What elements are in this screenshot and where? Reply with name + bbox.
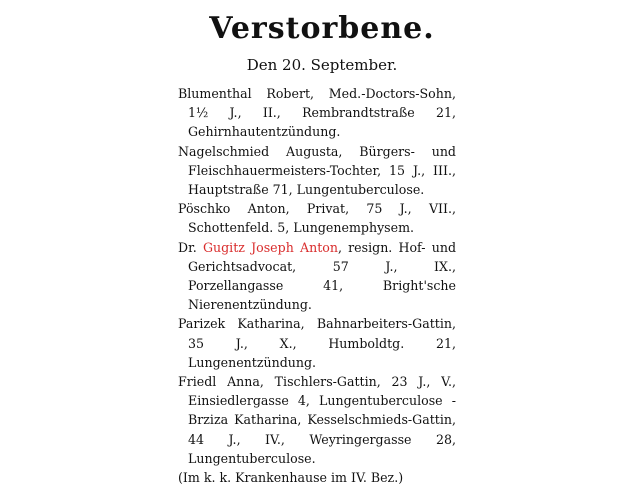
obituary-entry: (Im k. k. Krankenhause im IV. Bez.) — [178, 470, 404, 486]
date-line: Den 20. September. — [246, 56, 398, 74]
page-title: Verstorbene. — [209, 11, 435, 46]
obituary-entry: Parizek Katharina, Bahnarbeiters-Gattin, 35 J., X., Humboldtg. 21, Lungenentzündung. — [178, 316, 456, 370]
title-prefix: Dr. — [178, 239, 203, 255]
obituary-list — [178, 84, 456, 487]
obituary-entry: Friedl Anna, Tischlers-Gattin, 23 J., V., Einsiedlergasse 4, Lungentuberculose - Brziza Katharina, Kesselschmieds-Gattin, 44 J., IV., Weyringergasse 28, Lungentuberculose. — [178, 374, 456, 466]
obituary-entry: Nagelschmied Augusta, Bürgers- und Fleischhauermeisters-Tochter, 15 J., III., Hauptstraße 71, Lungentuberculose. — [178, 143, 456, 198]
highlighted-name: Gugitz Joseph Anton — [202, 239, 338, 255]
obituary-entry: Pöschko Anton, Privat, 75 J., VII., Schottenfeld. 5, Lungenemphysem. — [178, 201, 456, 236]
obituary-entry — [178, 238, 456, 315]
obituary-entry: Blumenthal Robert, Med.-Doctors-Sohn, 1½ J., II., Rembrandtstraße 21, Gehirnhautentzündung. — [178, 86, 456, 140]
entry-details: , resign. Hof- und Gerichtsadvocat, 57 J., IX., Porzellangasse 41, Bright'sche Nierenentzündung. — [188, 239, 456, 313]
